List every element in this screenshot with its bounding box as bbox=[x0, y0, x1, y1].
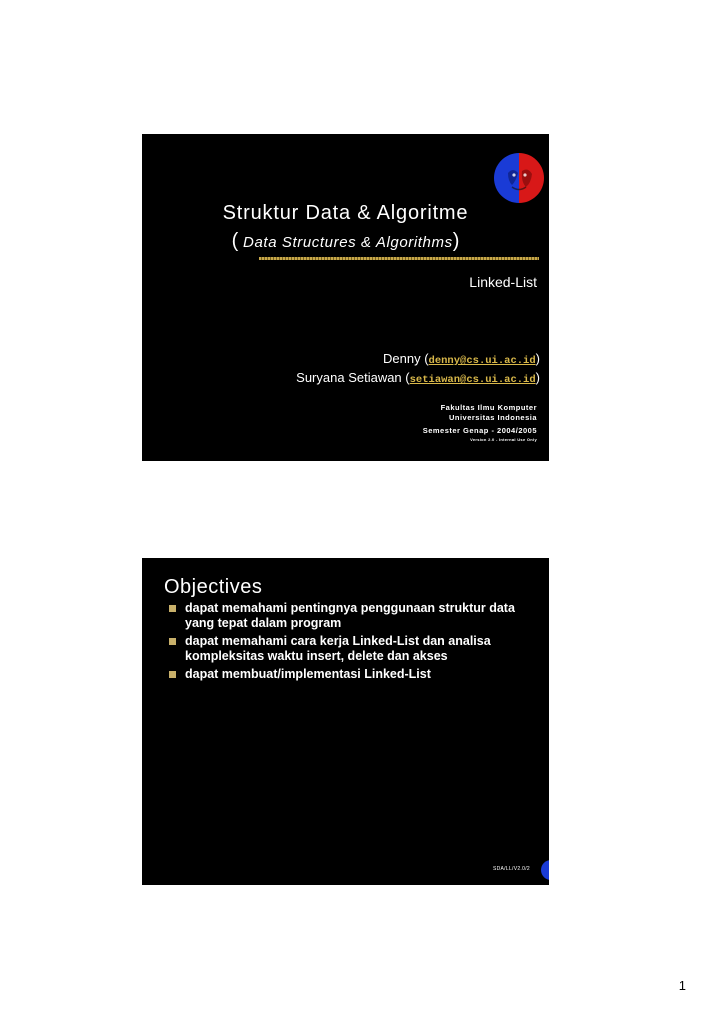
university-logo-icon bbox=[494, 153, 544, 203]
title-divider bbox=[259, 257, 539, 260]
topic-label: Linked-List bbox=[469, 274, 537, 290]
university-logo-icon bbox=[541, 860, 549, 880]
version-label: Version 2.0 - Internal Use Only bbox=[470, 437, 537, 442]
bullet-square-icon bbox=[169, 638, 176, 645]
page-number: 1 bbox=[678, 978, 686, 993]
bullet-square-icon bbox=[169, 605, 176, 612]
objectives-slide bbox=[142, 558, 549, 885]
slide-title: Objectives bbox=[164, 576, 263, 598]
list-item-text: dapat memahami cara kerja Linked-List dan analisa kompleksitas waktu insert, delete dan akses bbox=[185, 634, 491, 663]
subtitle-open-paren: ( bbox=[231, 230, 239, 252]
faculty-label: Fakultas Ilmu Komputer bbox=[440, 403, 537, 412]
slide-subtitle bbox=[142, 230, 549, 253]
bullet-square-icon bbox=[169, 671, 176, 678]
subtitle-close-paren: ) bbox=[452, 230, 460, 252]
objectives-list bbox=[164, 601, 544, 685]
semester-label: Semester Genap - 2004/2005 bbox=[422, 426, 537, 435]
author-line: Denny (denny@cs.ui.ac.id) bbox=[383, 351, 540, 367]
list-item bbox=[164, 667, 544, 682]
subtitle-text: Data Structures & Algorithms bbox=[238, 234, 453, 251]
author-line: Suryana Setiawan (setiawan@cs.ui.ac.id) bbox=[296, 370, 540, 386]
title-slide bbox=[142, 134, 549, 461]
list-item bbox=[164, 634, 544, 664]
list-item-text: dapat membuat/implementasi Linked-List bbox=[185, 667, 431, 681]
author-email-link[interactable]: denny@cs.ui.ac.id bbox=[428, 355, 536, 367]
author-name: Denny bbox=[383, 351, 421, 366]
author-name: Suryana Setiawan bbox=[296, 370, 402, 385]
list-item-text: dapat memahami pentingnya penggunaan struktur data yang tepat dalam program bbox=[185, 601, 515, 630]
slide-footer-code: SDA/LL/V2.0/2 bbox=[493, 866, 530, 872]
author-email-link[interactable]: setiawan@cs.ui.ac.id bbox=[409, 374, 536, 386]
list-item bbox=[164, 601, 544, 631]
university-label: Universitas Indonesia bbox=[448, 413, 537, 422]
slide-title: Struktur Data & Algoritme bbox=[222, 202, 469, 224]
